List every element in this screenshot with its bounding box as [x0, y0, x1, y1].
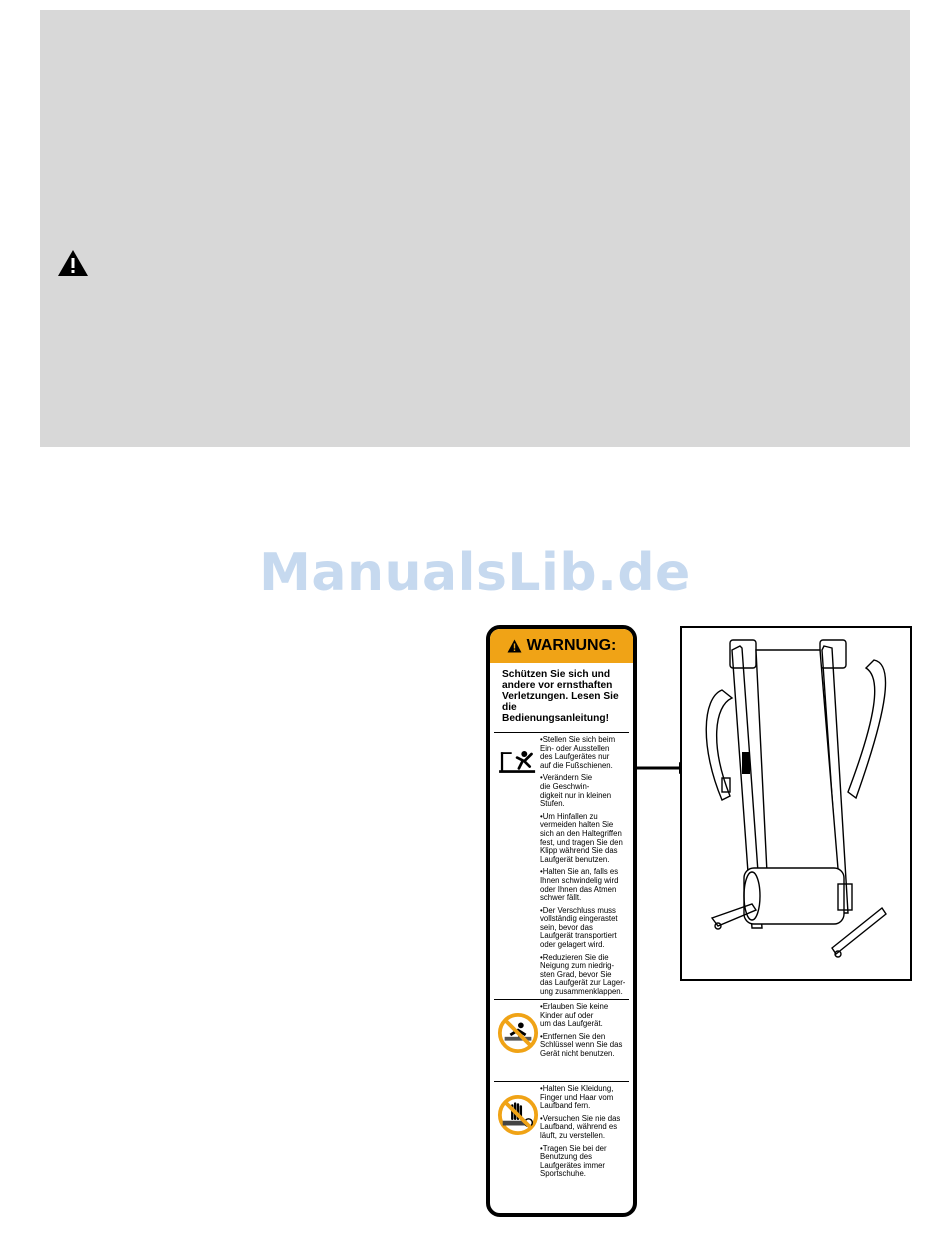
warning-item-line: •Verändern Sie — [540, 773, 593, 783]
label-header-text: WARNUNG: — [526, 637, 617, 654]
warning-item-line: Gerät nicht benutzen. — [540, 1048, 615, 1058]
intro-line: die Bedienungsanleitung! — [502, 702, 609, 724]
warning-item-line: des Laufgerätes nur — [540, 752, 610, 762]
warning-item-line: Laufband fern. — [540, 1101, 591, 1111]
warning-label — [486, 625, 637, 1217]
gray-panel — [40, 10, 910, 447]
warning-item-line: •Erlauben Sie keine — [540, 1002, 609, 1011]
warning-item-line: um das Laufgerät. — [540, 1019, 603, 1029]
label-header — [490, 629, 633, 663]
warning-item — [540, 868, 629, 902]
warning-item-line: oder Ihnen das Atmen — [540, 884, 617, 894]
warning-item-line: •Halten Sie Kleidung, — [540, 1084, 614, 1093]
warning-item-line: Finger und Haar vom — [540, 1092, 614, 1102]
no-hands-icon — [497, 1094, 539, 1136]
warning-item-line: •Stellen Sie sich beim — [540, 735, 616, 744]
no-children-icon — [497, 1012, 539, 1054]
section-text — [540, 733, 629, 999]
warning-triangle-icon — [57, 249, 89, 277]
warning-item-line: Ihnen schwindelig wird — [540, 875, 619, 885]
label-section-hands — [494, 1082, 629, 1217]
warning-item-line: Sportschuhe. — [540, 1169, 586, 1179]
warning-item — [540, 954, 629, 997]
warning-item-line: Laufgerätes immer — [540, 1160, 606, 1170]
warning-item — [540, 1145, 629, 1179]
section-text — [540, 1082, 629, 1217]
warning-item-line: schwer fällt. — [540, 893, 582, 903]
intro-line: Verletzungen. Lesen Sie — [502, 691, 619, 702]
warning-item-line: •Versuchen Sie nie das — [540, 1113, 621, 1123]
section-text — [540, 1000, 629, 1081]
warning-item — [540, 1033, 629, 1059]
warning-item-line: •Um Hinfallen zu — [540, 811, 598, 821]
warning-item-line: •Halten Sie an, falls es — [540, 867, 619, 877]
warning-item — [540, 907, 629, 950]
warning-item — [540, 774, 629, 808]
label-section-children — [494, 1000, 629, 1082]
warning-item-line: Schlüssel wenn Sie das — [540, 1040, 623, 1050]
warning-item-line: Laufgerät transportiert — [540, 931, 617, 941]
label-section-safety — [494, 733, 629, 1000]
warning-item-line: •Entfernen Sie den — [540, 1031, 606, 1041]
warning-item-line: Laufband, während es — [540, 1122, 618, 1132]
warning-item-line: sich an den Haltegriffen — [540, 828, 622, 838]
treadmill-drawing — [682, 628, 910, 979]
warning-item-line: sein, bevor das — [540, 922, 593, 932]
warning-item-line: digkeit nur in kleinen — [540, 790, 612, 800]
warning-item — [540, 1085, 629, 1111]
warning-item-line: Stufen. — [540, 799, 565, 809]
warning-item-line: die Geschwin- — [540, 781, 590, 791]
warning-item-line: Benutzung des — [540, 1152, 593, 1162]
warning-item — [540, 813, 629, 865]
warning-item-line: vermeiden halten Sie — [540, 820, 614, 830]
warning-item-line: Laufgerät benutzen. — [540, 854, 610, 864]
warning-item-line: Ein- oder Ausstellen — [540, 743, 610, 753]
intro-line: andere vor ernsthaften — [502, 680, 613, 691]
warning-item — [540, 736, 629, 770]
person-falling-icon — [496, 745, 540, 781]
warning-item-line: läuft, zu verstellen. — [540, 1130, 606, 1140]
warning-item-line: das Laufgerät zur Lager- — [540, 978, 626, 988]
warning-item-line: auf die Fußschienen. — [540, 760, 613, 770]
warning-item-line: ung zusammenklappen. — [540, 987, 623, 997]
label-intro — [494, 663, 629, 733]
watermark: ManualsLib.de — [259, 543, 691, 603]
warning-item — [540, 1115, 629, 1141]
treadmill-illustration — [680, 626, 912, 981]
warning-item-line: Klipp während Sie das — [540, 846, 618, 856]
warning-item-line: vollständig eingerastet — [540, 914, 618, 924]
warning-item-line: sten Grad, bevor Sie — [540, 969, 612, 979]
warning-item — [540, 1003, 629, 1029]
warning-item-line: oder gelagert wird. — [540, 940, 605, 950]
warning-item-line: •Reduzieren Sie die — [540, 952, 609, 962]
warning-item-line: Neigung zum niedrig- — [540, 961, 615, 971]
intro-line: Schützen Sie sich und — [502, 669, 611, 680]
warning-item-line: •Tragen Sie bei der — [540, 1143, 607, 1153]
warning-item-line: fest, und tragen Sie den — [540, 837, 623, 847]
warning-item-line: •Der Verschluss muss — [540, 905, 616, 915]
warning-item-line: Kinder auf oder — [540, 1010, 594, 1020]
warning-triangle-icon — [507, 639, 522, 653]
